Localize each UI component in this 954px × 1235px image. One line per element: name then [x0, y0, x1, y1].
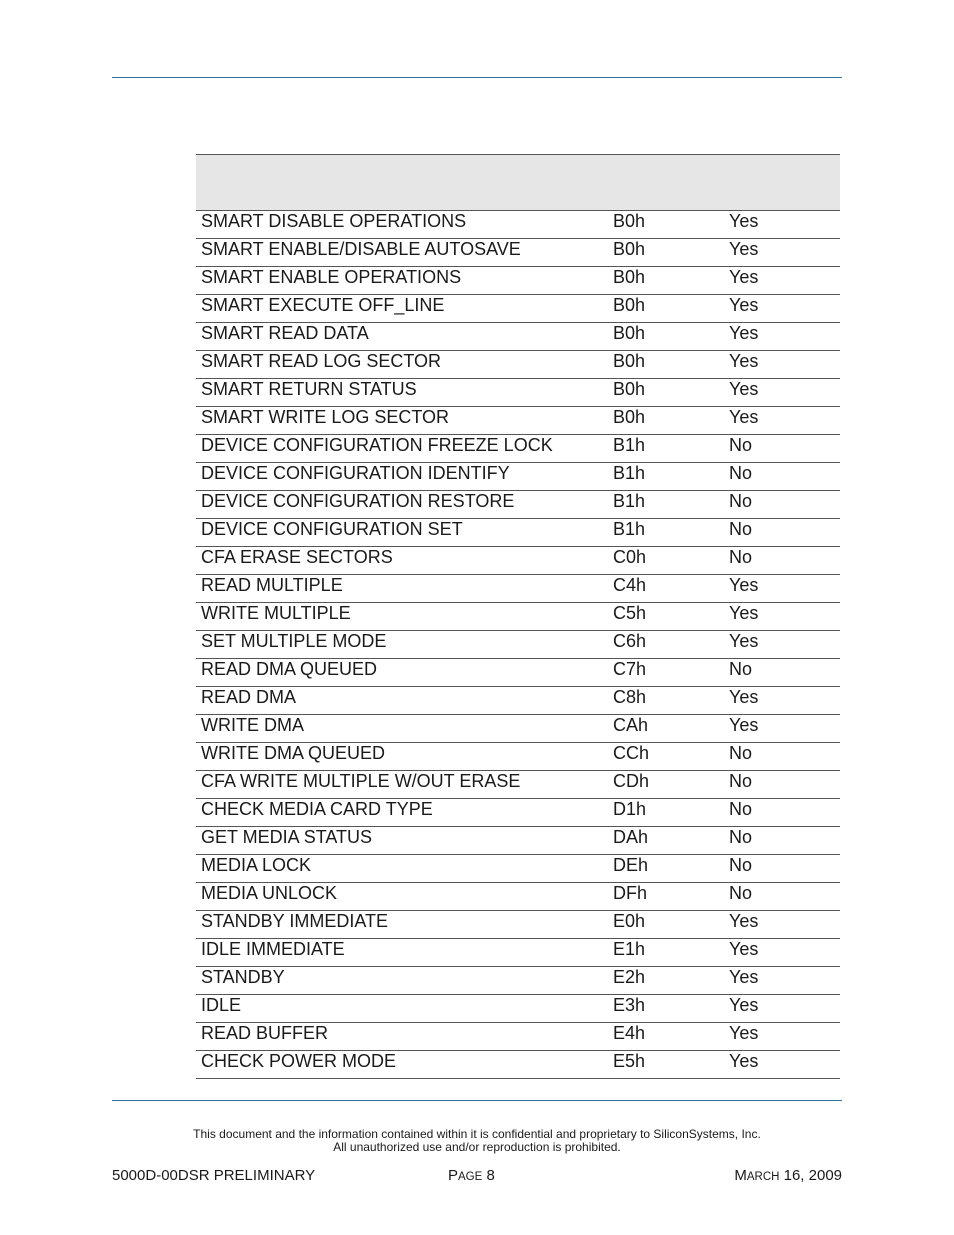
command-code-cell: E4h: [608, 1023, 724, 1051]
command-code-cell: B0h: [608, 211, 724, 239]
command-supported-cell: Yes: [724, 995, 840, 1023]
command-supported-cell: Yes: [724, 687, 840, 715]
table-row: [196, 883, 840, 911]
command-name-cell: CHECK POWER MODE: [196, 1051, 608, 1079]
command-supported-cell: Yes: [724, 211, 840, 239]
command-name-cell: SMART RETURN STATUS: [196, 379, 608, 407]
table-row: [196, 575, 840, 603]
command-code-cell: C4h: [608, 575, 724, 603]
command-code-cell: E3h: [608, 995, 724, 1023]
table-row: [196, 435, 840, 463]
command-name-cell: IDLE IMMEDIATE: [196, 939, 608, 967]
command-supported-cell: Yes: [724, 239, 840, 267]
table-row: [196, 1051, 840, 1079]
table-row: [196, 687, 840, 715]
command-supported-cell: Yes: [724, 1023, 840, 1051]
page-number-value: 8: [486, 1167, 495, 1184]
command-code-cell: DFh: [608, 883, 724, 911]
header-supported: [724, 155, 840, 211]
command-name-cell: WRITE MULTIPLE: [196, 603, 608, 631]
table-body: [196, 211, 840, 1079]
command-code-cell: DEh: [608, 855, 724, 883]
command-supported-cell: No: [724, 799, 840, 827]
command-code-cell: B0h: [608, 379, 724, 407]
date-month-initial: M: [734, 1167, 747, 1184]
table-row: [196, 1023, 840, 1051]
command-name-cell: DEVICE CONFIGURATION SET: [196, 519, 608, 547]
table-row: [196, 267, 840, 295]
command-name-cell: SMART READ LOG SECTOR: [196, 351, 608, 379]
command-name-cell: SET MULTIPLE MODE: [196, 631, 608, 659]
command-supported-cell: No: [724, 435, 840, 463]
command-code-cell: B0h: [608, 267, 724, 295]
command-name-cell: SMART EXECUTE OFF_LINE: [196, 295, 608, 323]
command-name-cell: SMART READ DATA: [196, 323, 608, 351]
page-label-rest: AGE: [458, 1171, 483, 1183]
page-label-initial: P: [448, 1167, 459, 1184]
command-name-cell: READ DMA: [196, 687, 608, 715]
command-code-cell: B1h: [608, 519, 724, 547]
command-code-cell: E5h: [608, 1051, 724, 1079]
command-code-cell: B1h: [608, 435, 724, 463]
command-name-cell: CHECK MEDIA CARD TYPE: [196, 799, 608, 827]
date-rest: 16, 2009: [783, 1167, 842, 1184]
command-name-cell: READ MULTIPLE: [196, 575, 608, 603]
document-date: [734, 1167, 842, 1186]
command-name-cell: SMART WRITE LOG SECTOR: [196, 407, 608, 435]
command-supported-cell: No: [724, 743, 840, 771]
command-name-cell: READ DMA QUEUED: [196, 659, 608, 687]
command-supported-cell: Yes: [724, 631, 840, 659]
table-row: [196, 939, 840, 967]
command-name-cell: MEDIA LOCK: [196, 855, 608, 883]
command-code-cell: E0h: [608, 911, 724, 939]
command-name-cell: CFA ERASE SECTORS: [196, 547, 608, 575]
command-name-cell: DEVICE CONFIGURATION IDENTIFY: [196, 463, 608, 491]
command-supported-cell: Yes: [724, 323, 840, 351]
command-supported-cell: Yes: [724, 295, 840, 323]
table-row: [196, 407, 840, 435]
command-supported-cell: Yes: [724, 267, 840, 295]
table-row: [196, 295, 840, 323]
command-code-cell: CDh: [608, 771, 724, 799]
command-supported-cell: Yes: [724, 939, 840, 967]
table-row: [196, 715, 840, 743]
table-row: [196, 967, 840, 995]
command-supported-cell: Yes: [724, 715, 840, 743]
command-name-cell: WRITE DMA QUEUED: [196, 743, 608, 771]
page-number: [448, 1167, 495, 1186]
command-code-cell: E1h: [608, 939, 724, 967]
command-supported-cell: Yes: [724, 379, 840, 407]
header-rule: [112, 77, 842, 78]
table-row: [196, 547, 840, 575]
confidentiality-line-2: All unauthorized use and/or reproduction is prohibited.: [333, 1140, 621, 1154]
command-code-cell: C7h: [608, 659, 724, 687]
command-name-cell: IDLE: [196, 995, 608, 1023]
command-code-cell: B1h: [608, 463, 724, 491]
table-row: [196, 491, 840, 519]
command-code-cell: B0h: [608, 239, 724, 267]
command-supported-cell: Yes: [724, 1051, 840, 1079]
command-code-cell: CCh: [608, 743, 724, 771]
command-supported-cell: No: [724, 463, 840, 491]
command-code-cell: C5h: [608, 603, 724, 631]
command-code-cell: E2h: [608, 967, 724, 995]
header-command: [196, 155, 608, 211]
command-supported-cell: No: [724, 883, 840, 911]
command-supported-cell: Yes: [724, 967, 840, 995]
command-name-cell: SMART DISABLE OPERATIONS: [196, 211, 608, 239]
confidentiality-notice: [0, 1128, 954, 1154]
document-id: 5000D-00DSR PRELIMINARY: [112, 1167, 316, 1184]
command-name-cell: DEVICE CONFIGURATION RESTORE: [196, 491, 608, 519]
command-name-cell: STANDBY: [196, 967, 608, 995]
command-code-cell: CAh: [608, 715, 724, 743]
command-supported-cell: No: [724, 491, 840, 519]
command-code-cell: C6h: [608, 631, 724, 659]
table-row: [196, 463, 840, 491]
command-code-cell: D1h: [608, 799, 724, 827]
confidentiality-line-1: This document and the information contained within it is confidential and proprietary to SiliconSystems, Inc.: [193, 1127, 761, 1141]
table-row: [196, 743, 840, 771]
command-code-cell: B0h: [608, 295, 724, 323]
command-code-cell: B0h: [608, 407, 724, 435]
command-code-cell: C0h: [608, 547, 724, 575]
command-code-cell: DAh: [608, 827, 724, 855]
command-supported-cell: Yes: [724, 351, 840, 379]
command-name-cell: SMART ENABLE/DISABLE AUTOSAVE: [196, 239, 608, 267]
command-name-cell: WRITE DMA: [196, 715, 608, 743]
command-supported-cell: Yes: [724, 911, 840, 939]
command-name-cell: MEDIA UNLOCK: [196, 883, 608, 911]
command-code-cell: B1h: [608, 491, 724, 519]
command-name-cell: DEVICE CONFIGURATION FREEZE LOCK: [196, 435, 608, 463]
command-supported-cell: No: [724, 827, 840, 855]
table-row: [196, 239, 840, 267]
command-supported-cell: No: [724, 519, 840, 547]
command-name-cell: STANDBY IMMEDIATE: [196, 911, 608, 939]
table-row: [196, 603, 840, 631]
date-month-rest: ARCH: [746, 1171, 780, 1183]
command-supported-cell: No: [724, 771, 840, 799]
table-row: [196, 827, 840, 855]
command-supported-cell: No: [724, 659, 840, 687]
command-name-cell: SMART ENABLE OPERATIONS: [196, 267, 608, 295]
command-name-cell: GET MEDIA STATUS: [196, 827, 608, 855]
command-code-cell: C8h: [608, 687, 724, 715]
table-row: [196, 855, 840, 883]
table-row: [196, 631, 840, 659]
table-row: [196, 379, 840, 407]
table-row: [196, 995, 840, 1023]
command-supported-cell: No: [724, 855, 840, 883]
command-name-cell: READ BUFFER: [196, 1023, 608, 1051]
table-row: [196, 659, 840, 687]
header-code: [608, 155, 724, 211]
command-table: [196, 154, 840, 1079]
command-supported-cell: Yes: [724, 575, 840, 603]
command-name-cell: CFA WRITE MULTIPLE W/OUT ERASE: [196, 771, 608, 799]
table-header-row: [196, 155, 840, 211]
table-row: [196, 519, 840, 547]
table-row: [196, 771, 840, 799]
table-row: [196, 799, 840, 827]
table-row: [196, 323, 840, 351]
command-supported-cell: No: [724, 547, 840, 575]
table-row: [196, 911, 840, 939]
command-supported-cell: Yes: [724, 407, 840, 435]
command-supported-cell: Yes: [724, 603, 840, 631]
command-code-cell: B0h: [608, 351, 724, 379]
command-code-cell: B0h: [608, 323, 724, 351]
table-row: [196, 211, 840, 239]
footer-rule: [112, 1100, 842, 1101]
table-row: [196, 351, 840, 379]
